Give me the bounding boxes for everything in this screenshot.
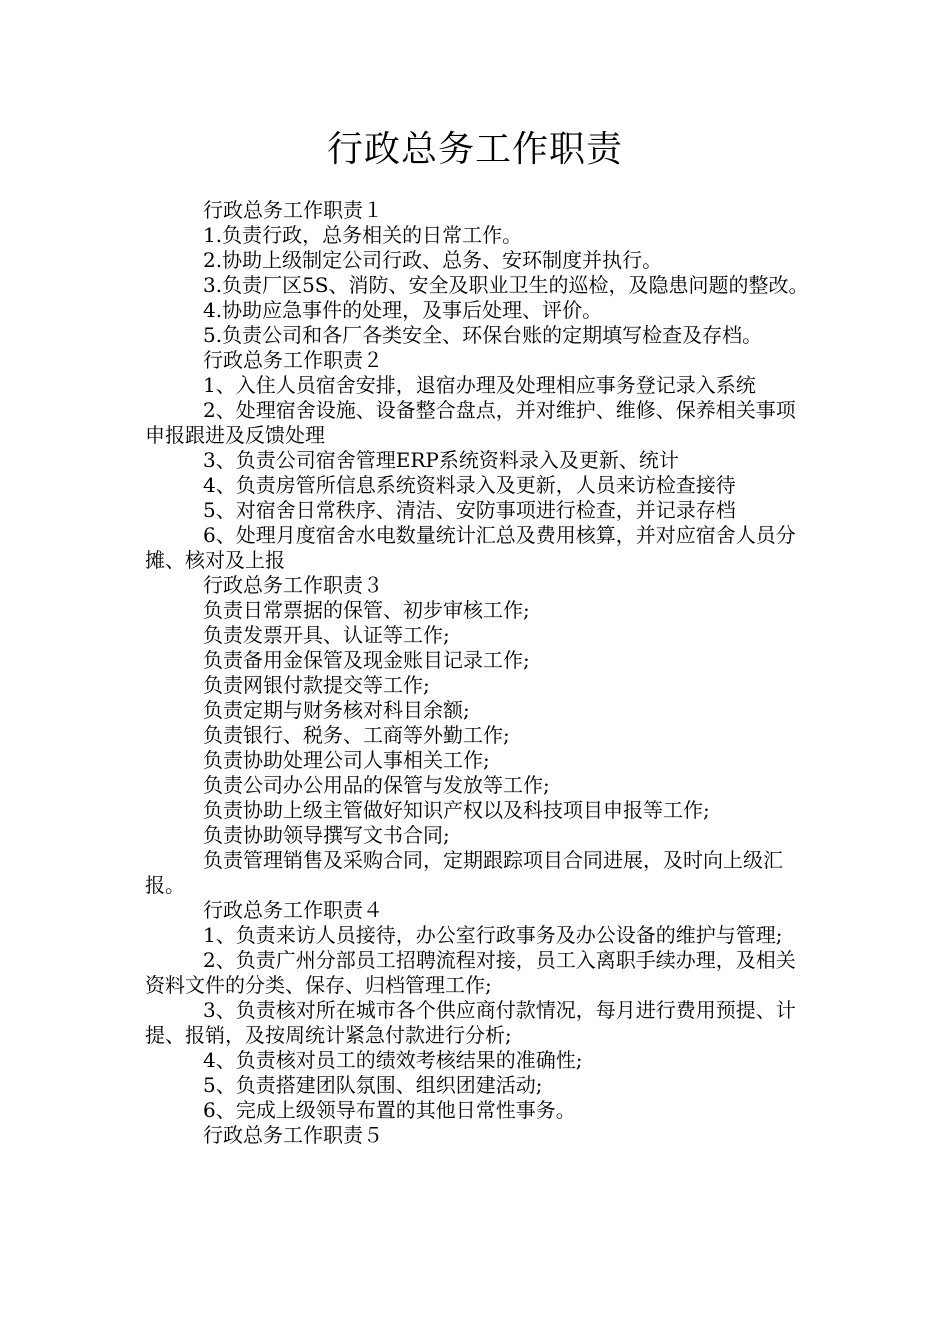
document-body [145,198,810,1148]
paragraph: 负责协助领导撰写文书合同; [203,823,450,847]
paragraph: 负责协助上级主管做好知识产权以及科技项目申报等工作; [203,798,710,822]
paragraph: 2、处理宿舍设施、设备整合盘点，并对维护、维修、保养相关事项申报跟进及反馈处理 [145,398,796,447]
paragraph: 3.负责厂区5S、消防、安全及职业卫生的巡检，及隐患问题的整改。 [203,273,809,297]
paragraph: 负责公司办公用品的保管与发放等工作; [203,773,550,797]
paragraph: 行政总务工作职责５ [203,1123,383,1147]
paragraph: 2、负责广州分部员工招聘流程对接，员工入离职手续办理，及相关资料文件的分类、保存、归档管理工作; [145,948,796,997]
paragraph: 5.负责公司和各厂各类安全、环保台账的定期填写检查及存档。 [203,323,763,347]
paragraph: 负责发票开具、认证等工作; [203,623,450,647]
paragraph: 负责定期与财务核对科目余额; [203,698,470,722]
paragraph: 6、处理月度宿舍水电数量统计汇总及费用核算，并对应宿舍人员分摊、核对及上报 [145,523,796,572]
paragraph: 5、对宿舍日常秩序、清洁、安防事项进行检查，并记录存档 [203,498,736,522]
paragraph: 行政总务工作职责２ [203,348,383,372]
paragraph: 负责网银付款提交等工作; [203,673,430,697]
paragraph: 6、完成上级领导布置的其他日常性事务。 [203,1098,576,1122]
paragraph: 2.协助上级制定公司行政、总务、安环制度并执行。 [203,248,663,272]
paragraph: 负责协助处理公司人事相关工作; [203,748,490,772]
paragraph: 行政总务工作职责１ [203,198,383,222]
paragraph: 行政总务工作职责３ [203,573,383,597]
paragraph: 5、负责搭建团队氛围、组织团建活动; [203,1073,543,1097]
document-title: 行政总务工作职责 [326,129,623,170]
paragraph: 4、负责房管所信息系统资料录入及更新，人员来访检查接待 [203,473,736,497]
paragraph: 1.负责行政，总务相关的日常工作。 [203,223,523,247]
paragraph: 1、负责来访人员接待，办公室行政事务及办公设备的维护与管理; [203,923,783,947]
paragraph: 4.协助应急事件的处理，及事后处理、评价。 [203,298,603,322]
paragraph: 4、负责核对员工的绩效考核结果的准确性; [203,1048,583,1072]
paragraph: 行政总务工作职责４ [203,898,383,922]
paragraph: 3、负责公司宿舍管理ERP系统资料录入及更新、统计 [203,448,679,472]
paragraph: 负责银行、税务、工商等外勤工作; [203,723,510,747]
paragraph: 3、负责核对所在城市各个供应商付款情况，每月进行费用预提、计提、报销，及按周统计紧急付款进行分析; [145,998,796,1047]
paragraph: 负责备用金保管及现金账目记录工作; [203,648,530,672]
paragraph: 1、入住人员宿舍安排，退宿办理及处理相应事务登记录入系统 [203,373,756,397]
paragraph: 负责日常票据的保管、初步审核工作; [203,598,530,622]
paragraph: 负责管理销售及采购合同，定期跟踪项目合同进展，及时向上级汇报。 [145,848,783,897]
